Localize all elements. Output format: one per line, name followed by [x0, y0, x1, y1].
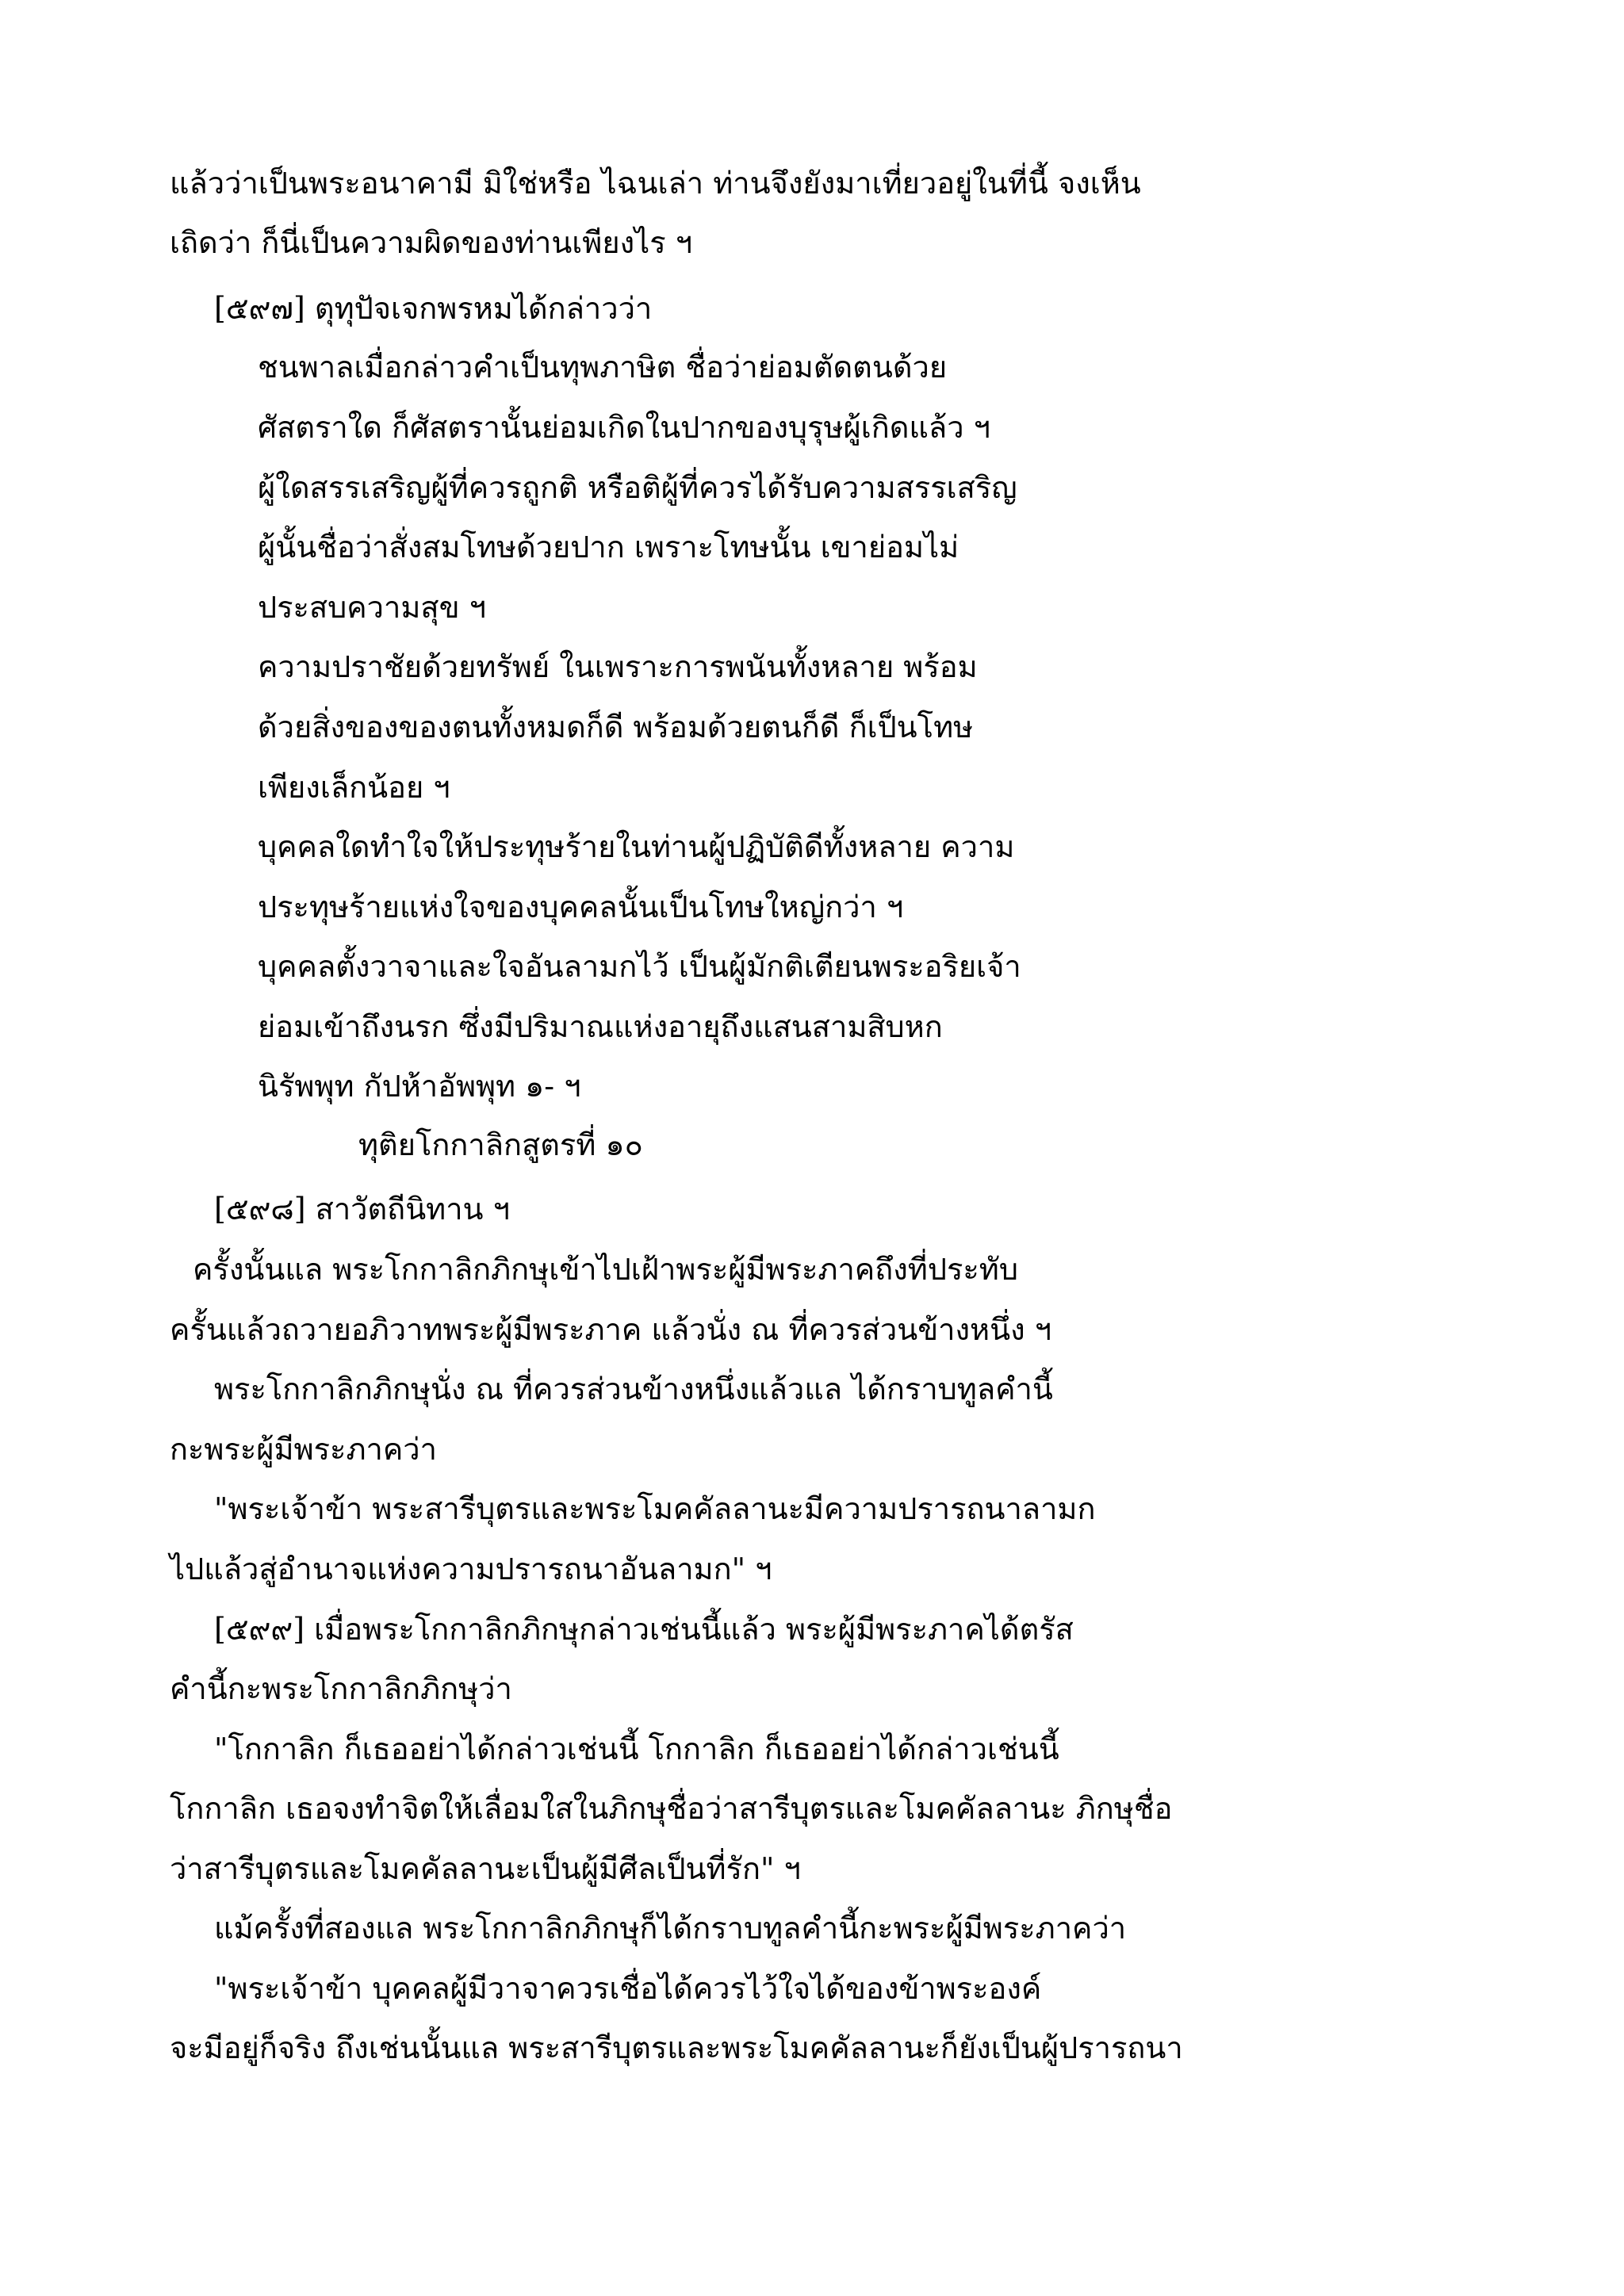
- verse-heading-599: [๕๙๙] เมื่อพระโกกาลิกภิกษุกล่าวเช่นนี้แล้ว พระผู้มีพระภาคได้ตรัส: [214, 1612, 1074, 1647]
- paragraph-line-3: พระโกกาลิกภิกษุนั่ง ณ ที่ควรส่วนข้างหนึ่งแล้วแล ได้กราบทูลคำนี้: [214, 1372, 1053, 1406]
- verse-line-13: นิรัพพุท กัปห้าอัพพุท ๑- ฯ: [258, 1069, 581, 1104]
- verse-line-11: บุคคลตั้งวาจาและใจอันลามกไว้ เป็นผู้มักติเตียนพระอริยเจ้า: [258, 949, 1021, 984]
- verse-line-4: ผู้นั้นชื่อว่าสั่งสมโทษด้วยปาก เพราะโทษนั้น เขาย่อมไม่: [258, 530, 959, 564]
- paragraph-line-8: "โกกาลิก ก็เธออย่าได้กล่าวเช่นนี้ โกกาลิก ก็เธออย่าได้กล่าวเช่นนี้: [214, 1732, 1059, 1766]
- verse-line-12: ย่อมเข้าถึงนรก ซึ่งมีปริมาณแห่งอายุถึงแสนสามสิบหก: [258, 1009, 943, 1044]
- verse-line-9: บุคคลใดทำใจให้ประทุษร้ายในท่านผู้ปฏิบัติดีทั้งหลาย ความ: [258, 829, 1015, 864]
- paragraph-line-7: คำนี้กะพระโกกาลิกภิกษุว่า: [170, 1671, 512, 1706]
- paragraph-line-9: โกกาลิก เธอจงทำจิตให้เลื่อมใสในภิกษุชื่อว่าสารีบุตรและโมคคัลลานะ ภิกษุชื่อ: [170, 1791, 1173, 1826]
- paragraph-line-12: "พระเจ้าข้า บุคคลผู้มีวาจาควรเชื่อได้ควรไว้ใจได้ของข้าพระองค์: [214, 1971, 1042, 2006]
- paragraph-line-5: "พระเจ้าข้า พระสารีบุตรและพระโมคคัลลานะมีความปรารถนาลามก: [214, 1491, 1096, 1526]
- paragraph-line-1: ครั้งนั้นแล พระโกกาลิกภิกษุเข้าไปเฝ้าพระผู้มีพระภาคถึงที่ประทับ: [193, 1252, 1018, 1287]
- text-line-2: เถิดว่า ก็นี่เป็นความผิดของท่านเพียงไร ฯ: [170, 225, 693, 260]
- verse-heading-598: [๕๙๘] สาวัตถีนิทาน ฯ: [214, 1192, 510, 1226]
- paragraph-line-11: แม้ครั้งที่สองแล พระโกกาลิกภิกษุก็ได้กราบทูลคำนี้กะพระผู้มีพระภาคว่า: [214, 1911, 1127, 1946]
- paragraph-line-6: ไปแล้วสู่อำนาจแห่งความปรารถนาอันลามก" ฯ: [170, 1552, 772, 1586]
- paragraph-line-13: จะมีอยู่ก็จริง ถึงเช่นนั้นแล พระสารีบุตรและพระโมคคัลลานะก็ยังเป็นผู้ปรารถนา: [170, 2030, 1183, 2065]
- verse-line-8: เพียงเล็กน้อย ฯ: [258, 770, 450, 805]
- verse-line-10: ประทุษร้ายแห่งใจของบุคคลนั้นเป็นโทษใหญ่กว่า ฯ: [258, 890, 904, 924]
- verse-line-2: ศัสตราใด ก็ศัสตรานั้นย่อมเกิดในปากของบุรุษผู้เกิดแล้ว ฯ: [258, 410, 990, 445]
- verse-line-7: ด้วยสิ่งของของตนทั้งหมดก็ดี พร้อมด้วยตนก็ดี ก็เป็นโทษ: [258, 710, 974, 744]
- paragraph-line-4: กะพระผู้มีพระภาคว่า: [170, 1432, 437, 1467]
- verse-heading-597: [๕๙๗] ตุทุปัจเจกพรหมได้กล่าวว่า: [214, 291, 653, 326]
- verse-line-1: ชนพาลเมื่อกล่าวคำเป็นทุพภาษิต ชื่อว่าย่อมตัดตนด้วย: [258, 350, 948, 385]
- paragraph-line-10: ว่าสารีบุตรและโมคคัลลานะเป็นผู้มีศีลเป็นที่รัก" ฯ: [170, 1851, 801, 1886]
- sutta-title: ทุติยโกกาลิกสูตรที่ ๑๐: [358, 1127, 643, 1162]
- verse-line-6: ความปราชัยด้วยทรัพย์ ในเพราะการพนันทั้งหลาย พร้อม: [258, 649, 978, 684]
- text-line-1: แล้วว่าเป็นพระอนาคามี มิใช่หรือ ไฉนเล่า ท่านจึงยังมาเที่ยวอยู่ในที่นี้ จงเห็น: [170, 166, 1141, 201]
- paragraph-line-2: ครั้นแล้วถวายอภิวาทพระผู้มีพระภาค แล้วนั่ง ณ ที่ควรส่วนข้างหนึ่ง ฯ: [170, 1312, 1052, 1347]
- verse-line-5: ประสบความสุข ฯ: [258, 590, 486, 625]
- verse-line-3: ผู้ใดสรรเสริญผู้ที่ควรถูกติ หรือติผู้ที่ควรได้รับความสรรเสริญ: [258, 470, 1017, 505]
